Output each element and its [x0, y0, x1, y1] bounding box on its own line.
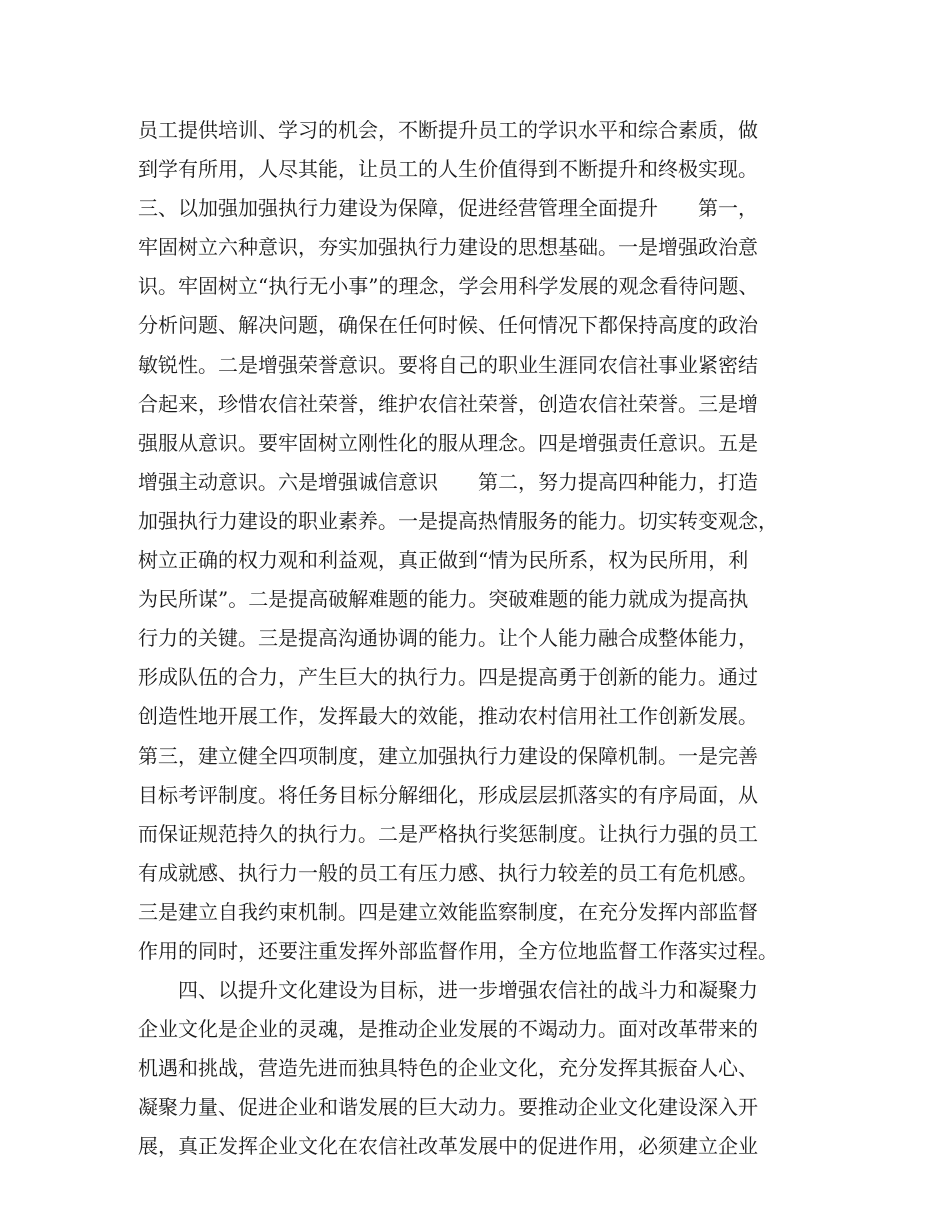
text-line: 识。牢固树立“执行无小事”的理念，学会用科学发展的观念看待问题、	[138, 274, 759, 299]
text-line: 树立正确的权力观和利益观，真正做到“情为民所系，权为民所用，利	[138, 548, 749, 573]
text-line: 而保证规范持久的执行力。二是严格执行奖惩制度。让执行力强的员工	[138, 821, 758, 846]
text-line: 机遇和挑战，营造先进而独具特色的企业文化，充分发挥其振奋人心、	[138, 1056, 758, 1081]
text-line: 敏锐性。二是增强荣誉意识。要将自己的职业生涯同农信社事业紧密结	[138, 352, 758, 377]
body-text	[138, 111, 838, 1167]
text-line: 三是建立自我约束机制。四是建立效能监察制度，在充分发挥内部监督	[138, 899, 758, 924]
text-line: 展，真正发挥企业文化在农信社改革发展中的促进作用，必须建立企业	[138, 1134, 758, 1159]
text-line: 强服从意识。要牢固树立刚性化的服从理念。四是增强责任意识。五是	[138, 430, 758, 455]
text-line: 第三，建立健全四项制度，建立加强执行力建设的保障机制。一是完善	[138, 743, 758, 768]
text-line: 形成队伍的合力，产生巨大的执行力。四是提高勇于创新的能力。通过	[138, 665, 758, 690]
text-line: 员工提供培训、学习的机会，不断提升员工的学识水平和综合素质，做	[138, 118, 758, 142]
text-line: 牢固树立六种意识，夯实加强执行力建设的思想基础。一是增强政治意	[138, 235, 758, 260]
text-line: 凝聚力量、促进企业和谐发展的巨大动力。要推动企业文化建设深入开	[138, 1095, 758, 1120]
text-line: 增强主动意识。六是增强诚信意识 第二，努力提高四种能力，打造	[138, 469, 758, 494]
text-line: 三、以加强加强执行力建设为保障，促进经营管理全面提升 第一，	[138, 196, 758, 221]
text-line: 四、以提升文化建设为目标，进一步增强农信社的战斗力和凝聚力	[138, 978, 758, 1003]
text-line: 作用的同时，还要注重发挥外部监督作用，全方位地监督工作落实过程。	[138, 938, 778, 963]
text-line: 合起来，珍惜农信社荣誉，维护农信社荣誉，创造农信社荣誉。三是增	[138, 391, 758, 416]
text-line: 为民所谋”。二是提高破解难题的能力。突破难题的能力就成为提高执	[138, 587, 749, 612]
text-line: 到学有所用，人尽其能，让员工的人生价值得到不断提升和终极实现。	[138, 157, 758, 182]
text-line: 目标考评制度。将任务目标分解细化，形成层层抓落实的有序局面，从	[138, 782, 758, 807]
text-line: 企业文化是企业的灵魂，是推动企业发展的不竭动力。面对改革带来的	[138, 1017, 758, 1042]
text-line: 创造性地开展工作，发挥最大的效能，推动农村信用社工作创新发展。	[138, 704, 758, 729]
text-line: 有成就感、执行力一般的员工有压力感、执行力较差的员工有危机感。	[138, 860, 758, 885]
text-line: 分析问题、解决问题，确保在任何时候、任何情况下都保持高度的政治	[138, 313, 758, 338]
text-line: 行力的关键。三是提高沟通协调的能力。让个人能力融合成整体能力，	[138, 626, 758, 651]
text-line: 加强执行力建设的职业素养。一是提高热情服务的能力。切实转变观念，	[138, 508, 778, 533]
